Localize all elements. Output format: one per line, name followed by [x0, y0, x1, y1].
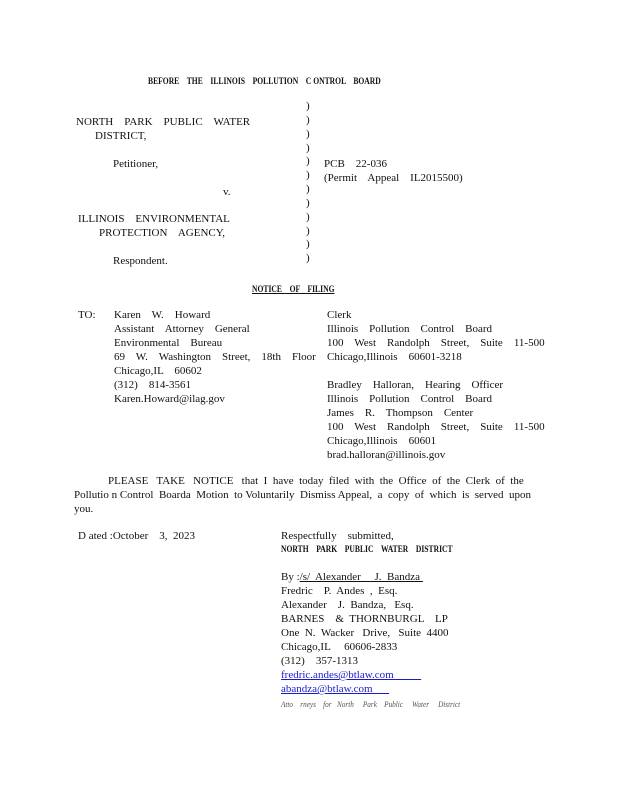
recipient-clerk-city: Chicago,Illinois 60601-3218 — [327, 351, 462, 363]
attorneys-for-footer: Atto rneys for North Park Public Water District — [281, 699, 461, 709]
recipient-clerk-street: 100 West Randolph Street, Suite 11-500 — [327, 337, 545, 349]
petitioner-label: Petitioner, — [113, 158, 159, 170]
respondent-label: Respondent. — [113, 255, 168, 267]
respondent-name-line-1: ILLINOIS ENVIRONMENTAL — [78, 213, 230, 225]
recipient-left-name: Karen W. Howard — [114, 309, 211, 321]
recipient-left-email: Karen.Howard@ilag.gov — [114, 393, 225, 405]
petitioner-name-line-1: NORTH PARK PUBLIC WATER — [76, 116, 251, 128]
email-link-bandza[interactable]: abandza@btlaw.com — [281, 683, 373, 695]
recipient-left-city: Chicago,IL 60602 — [114, 365, 202, 377]
signature-firm: BARNES & THORNBURGL LP — [281, 613, 448, 625]
recipient-officer-center: James R. Thompson Center — [327, 407, 474, 419]
signature-phone: (312) 357-1313 — [281, 655, 358, 667]
recipient-officer-name: Bradley Halloran, Hearing Officer — [327, 379, 504, 391]
recipient-officer-email: brad.halloran@illinois.gov — [327, 449, 446, 461]
dated-line: D ated :October 3, 2023 — [78, 530, 195, 542]
email-link-andes[interactable]: fredric.andes@btlaw.com — [281, 669, 394, 681]
recipient-officer-board: Illinois Pollution Control Board — [327, 393, 493, 405]
permit-appeal-number: (Permit Appeal IL2015500) — [324, 172, 463, 184]
board-heading: BEFORE THE ILLINOIS POLLUTION C ONTROL BOARD — [148, 77, 381, 87]
body-paragraph-line-3: you. — [74, 503, 94, 515]
signature-party: NORTH PARK PUBLIC WATER DISTRICT — [281, 545, 453, 555]
petitioner-name-line-2: DISTRICT, — [95, 130, 147, 142]
recipient-left-phone: (312) 814-3561 — [114, 379, 191, 391]
recipient-left-title: Assistant Attorney General — [114, 323, 250, 335]
body-paragraph-line-2: Pollutio n Control Boarda Motion to Voluntarily Dismiss Appeal, a copy of which is served upon — [74, 489, 531, 501]
notice-of-filing-title: NOTICE OF FILING — [252, 285, 335, 295]
caption-parentheses: ) ) ) ) ) ) ) ) ) ) ) ) — [306, 100, 310, 265]
case-number: PCB 22-036 — [324, 158, 387, 170]
recipient-officer-street: 100 West Randolph Street, Suite 11-500 — [327, 421, 545, 433]
signature-street: One N. Wacker Drive, Suite 4400 — [281, 627, 449, 639]
to-label: TO: — [78, 309, 96, 321]
respectfully-submitted: Respectfully submitted, — [281, 530, 394, 542]
body-paragraph-line-1: PLEASE TAKE NOTICE that I have today filed with the Office of the Clerk of the — [108, 475, 524, 487]
signature-attorney-1: Fredric P. Andes , Esq. — [281, 585, 398, 597]
recipient-left-street: 69 W. Washington Street, 18th Floor — [114, 351, 316, 363]
recipient-clerk-board: Illinois Pollution Control Board — [327, 323, 493, 335]
signature-by-line — [281, 570, 423, 584]
recipient-officer-city: Chicago,Illinois 60601 — [327, 435, 437, 447]
signature-attorney-2: Alexander J. Bandza, Esq. — [281, 599, 414, 611]
recipient-clerk-title: Clerk — [327, 309, 352, 321]
respondent-name-line-2: PROTECTION AGENCY, — [99, 227, 226, 239]
signature-by-name: /s/ Alexander J. Bandza — [299, 571, 423, 583]
versus-label: v. — [223, 186, 231, 198]
signature-by-prefix: By : — [281, 571, 300, 583]
recipient-left-bureau: Environmental Bureau — [114, 337, 223, 349]
signature-city: Chicago,IL 60606-2833 — [281, 641, 398, 653]
